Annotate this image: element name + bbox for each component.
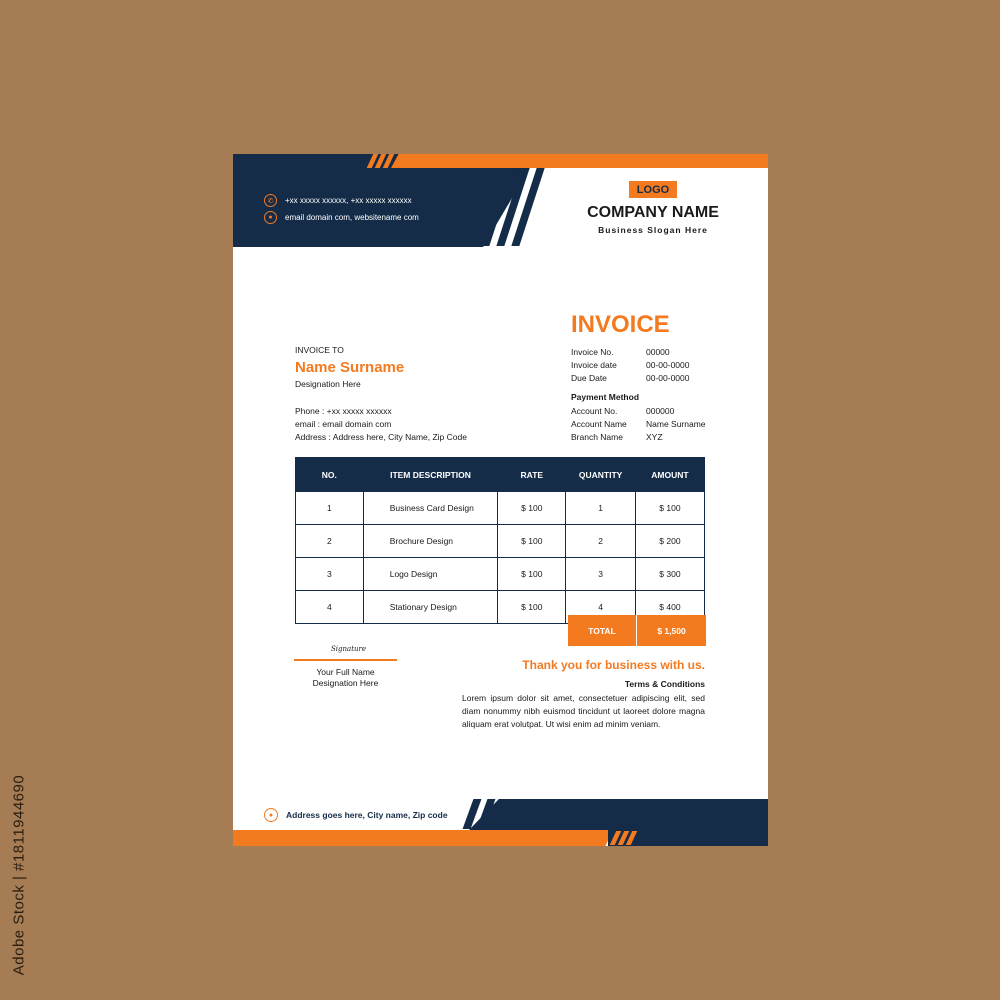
table-cell: $ 100 (498, 525, 566, 558)
column-header: AMOUNT (635, 458, 704, 492)
header-orange-band (391, 154, 768, 168)
table-cell: Business Card Design (363, 492, 498, 525)
table-cell: $ 100 (498, 591, 566, 624)
business-slogan: Business Slogan Here (598, 225, 708, 235)
column-header: QUANTITY (566, 458, 635, 492)
side-watermark: Adobe Stock | #1811944690 (10, 774, 28, 976)
globe-icon: ● (264, 211, 277, 224)
table-cell: 2 (566, 525, 635, 558)
table-cell: 3 (566, 558, 635, 591)
table-cell: 4 (296, 591, 364, 624)
table-cell: Stationary Design (363, 591, 498, 624)
footer-address: ● Address goes here, City name, Zip code (264, 808, 448, 822)
table-row (296, 492, 705, 525)
payment-details: Account No. 000000 Account Name Name Surname Branch Name XYZ (571, 406, 706, 442)
phone-icon: ✆ (264, 194, 277, 207)
table-cell: 1 (296, 492, 364, 525)
total-label: TOTAL (568, 615, 637, 646)
items-table (295, 457, 705, 624)
table-cell: 2 (296, 525, 364, 558)
logo: LOGO (629, 181, 677, 198)
table-row (296, 525, 705, 558)
header-email: ● email domain com, websitename com (264, 211, 419, 224)
company-name: COMPANY NAME (587, 204, 719, 221)
footer-navy-band (469, 799, 768, 830)
table-row (296, 558, 705, 591)
table-cell: 3 (296, 558, 364, 591)
table-header-row (296, 458, 705, 492)
total-row (568, 615, 706, 646)
table-cell: $ 100 (498, 558, 566, 591)
invoice-title: INVOICE (571, 311, 670, 338)
table-cell: Logo Design (363, 558, 498, 591)
table-cell: 4 (566, 591, 635, 624)
table-cell: $ 200 (635, 525, 704, 558)
column-header: RATE (498, 458, 566, 492)
table-cell: $ 100 (498, 492, 566, 525)
total-value: $ 1,500 (657, 625, 686, 636)
payment-method-heading: Payment Method (571, 392, 640, 402)
signature-script: Signature (331, 645, 367, 653)
column-header: ITEM DESCRIPTION (363, 458, 498, 492)
table-cell: $ 100 (635, 492, 704, 525)
signatory: Your Full Name Designation Here (312, 667, 379, 688)
location-pin-icon: ● (264, 808, 278, 822)
client-designation: Designation Here (295, 379, 361, 389)
header-phone: ✆ +xx xxxxx xxxxxx, +xx xxxxx xxxxxx (264, 194, 412, 207)
invoice-to-heading: INVOICE TO (295, 345, 344, 355)
terms-text: Lorem ipsum dolor sit amet, consectetuer adipiscing elit, sed diam nonummy nibh euismod tincidunt ut laoreet dolore magna aliquam erat volutpat. Ut wisi enim ad minim veniam. (462, 693, 705, 729)
column-header: NO. (296, 458, 364, 492)
terms-heading: Terms & Conditions (624, 679, 705, 689)
invoice-details: Invoice No. 00000 Invoice date 00-00-0000 Due Date 00-00-0000 (571, 347, 690, 383)
table-cell: $ 300 (635, 558, 704, 591)
table-cell: $ 400 (635, 591, 704, 624)
signature-line (294, 659, 397, 661)
client-name: Name Surname (295, 359, 405, 376)
table-cell: Brochure Design (363, 525, 498, 558)
client-contact: Phone : +xx xxxxx xxxxxx email : email domain com Address : Address here, City Name, Zip Code (295, 406, 467, 442)
invoice-sheet (233, 154, 768, 846)
table-cell: 1 (566, 492, 635, 525)
thank-you-note: Thank you for business with us. (522, 658, 705, 672)
footer-orange-band (233, 830, 613, 846)
